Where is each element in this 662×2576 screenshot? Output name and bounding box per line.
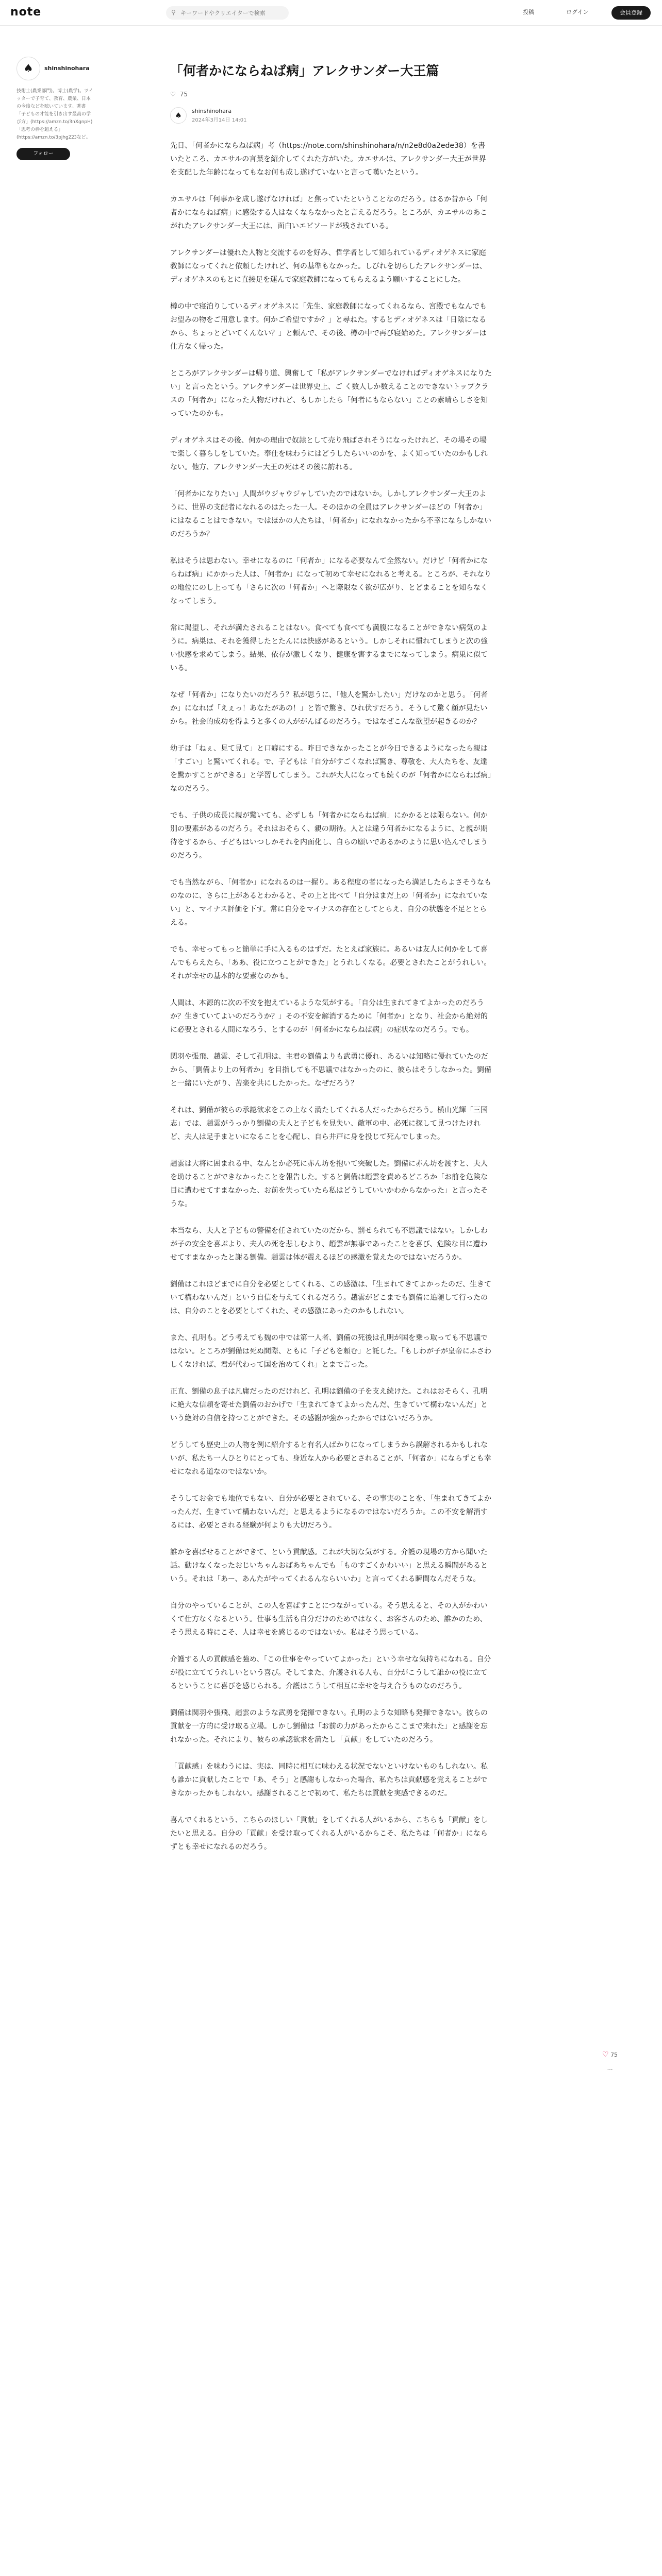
signup-button[interactable]: 会員登録	[611, 6, 651, 20]
article-paragraph: 喜んでくれるという、こちらのほしい「貢献」をしてくれる人がいるから、こちらも「貢献」をしたいと思える。自分の「貢献」を受け取ってくれる人がいるからこそ、私たちは「何者か」にならずとも幸せになれるのだろう。	[170, 1816, 488, 1851]
avatar[interactable]: ♠	[16, 57, 40, 80]
article-paragraph: 樽の中で寝泊りしているディオゲネスに「先生、家庭教師になってくれるなら、宮殿でもなんでもお望みの物をご用意します。何かご希望ですか？」と尋ねた。するとディオゲネスは「日陰になるから、ちょっとどいてくんない？」と頼んで、その後、樽の中で再び寝始めた。アレクサンダーは仕方なく帰った。	[170, 302, 487, 351]
more-icon[interactable]: ⋯	[607, 2066, 613, 2073]
article-paragraph: 人間は、本源的に次の不安を抱えているような気がする。「自分は生まれてきてよかったのだろうか？生きていてよいのだろうか？」その不安を解消するために「何者か」となり、社会から絶対的に必要とされる人間になろう、とするのが「何者かにならねば病」の症状なのだろう。でも。	[170, 999, 488, 1034]
creator-bio: 技術士(農業部門)。博士(農学)。ツイッターで子育て、教育、農業、日本の今後などを呟いています。著書「子どもの才能を引き出す最高の学び方」(https://amzn.to/3nXgnpH)「思考の枠を超える」(https://amzn.to/3pjhgZZ)など。	[16, 89, 93, 140]
site-header	[0, 0, 662, 26]
creator-name[interactable]: shinshinohara	[44, 65, 90, 72]
article-paragraph: ディオゲネスはその後、何かの理由で奴隷として売り飛ばされそうになったけれど、その場その場で楽しく暮らしをしていた。奉仕を味わうにはどうしたらいいのかを、よく知っていたのかもしれない。他方、アレクサンダー大王の死はその後に訪れる。	[170, 436, 488, 471]
article-paragraph: 「何者かになりたい」人間がウジャウジャしていたのではないか。しかしアレクサンダー大王のように、世界の支配者になれるのはたった一人。そのほかの全員はアレクサンダーほどの「何者か」にはなることはできない。ではほかの人たちは、「何者か」になれなかったから不幸にならしかないのだろうか？	[170, 490, 491, 538]
like-row	[170, 91, 492, 98]
article-paragraph: そうしてお金でも地位でもない、自分が必要とされている、その事実のことを、「生まれてきてよかったんだ、生きていて構わないんだ」と思えるようになるのではないだろうか。この不安を解消するには、必要とされる経験が何よりも大切だろう。	[170, 1495, 491, 1530]
article-paragraph: カエサルは「何事かを成し遂げなければ」と焦っていたということなのだろう。はるか昔から「何者かにならねば病」に感染する人はなくならなかったと言えるだろう。ところが、カエサルのあこがれたアレクサンダー大王には、面白いエピソードが残されている。	[170, 195, 488, 230]
search-input[interactable]	[180, 6, 284, 20]
article-paragraph: 常に渇望し、それが満たされることはない。食べても食べても満腹になることができない病気のように。病巣は、それを獲得したとたんには快感があるという。しかしそれに慣れてしまうと次の強い快感を求めてしまう。結果、依存が激しくなり、健康を害するまでになってしまう。病巣に似ている。	[170, 624, 488, 672]
floating-like-count: 75	[610, 2052, 618, 2058]
post-button[interactable]: 投稿	[523, 9, 534, 15]
article-paragraph: でも当然ながら、「何者か」になれるのは一握り。ある程度の者になったら満足したらよさそうなものなのに、さらに上があるとわかると、その上と比べて「自分はまだ上の「何者か」になれていない」と、マイナス評価を下す。常に自分をマイナスの存在としてとらえ、自分の状態を不足ととらえる。	[170, 878, 491, 927]
article-paragraph: どうしても歴史上の人物を例に紹介すると有名人ばかりになってしまうから誤解されるかもしれないが、私たち一人ひとりにとっても、身近な人から必要とされることが、「何者か」にならずとも幸せになれる道なのではないか。	[170, 1441, 491, 1476]
article-paragraph: また、孔明も。どう考えても魏の中では第一人者、劉備の死後は孔明が国を乗っ取っても不思議ではない。ところが劉備は死ぬ間際、ともに「子どもを頼む」と託した。「もしわが子が皇帝にふさわしくなければ、君が代わって国を治めてくれ」とまで言った。	[170, 1334, 491, 1369]
floating-like[interactable]	[602, 2050, 618, 2059]
follow-button[interactable]: フォロー	[16, 148, 70, 160]
article	[170, 61, 492, 1867]
article-paragraph: 劉備はこれほどまでに自分を必要としてくれる、この感激は、「生まれてきてよかったのだ、生きていて構わないんだ」という自信を与えてくれるだろう。趙雲がどこまでも劉備に追随して行ったのは、自分のことを必要としてくれた、その感激にあったのかもしれない。	[170, 1280, 491, 1315]
article-paragraph: 正直、劉備の息子は凡庸だったのだけれど、孔明は劉備の子を支え続けた。これはおそらく、孔明に絶大な信頼を寄せた劉備のおかげで「生まれてきてよかったんだ、生きていて構わないんだ」という絶対の自信を持つことができた。その感謝が強かったからではないだろうか。	[170, 1387, 488, 1422]
heart-icon[interactable]: ♡	[170, 91, 176, 98]
article-paragraph: なぜ「何者か」になりたいのだろう？私が思うに、「他人を驚かしたい」だけなのかと思う。「何者か」になれば「えぇっ！あなたがあの！」と皆で驚き、ひれ伏すだろう。そうして驚く顔が見たいから。社会的成功を得ようと多くの人ががんばるのだろう。ではなぜこんな欲望が起きるのか？	[170, 691, 488, 726]
article-paragraph: 劉備は関羽や張飛、趙雲のような武勇を発揮できない。孔明のような知略も発揮できない。彼らの貢献を一方的に受け取る立場。しかし劉備は「お前の力があったからここまで来れた」と感謝を忘れなかった。それにより、彼らの承認欲求を満たし「貢献」をしていたのだろう。	[170, 1709, 488, 1744]
article-paragraph: 誰かを喜ばせることができて、という貢献感。これが大切な気がする。介護の現場の方から聞いた話。動けなくなったおじいちゃんおばあちゃんでも「ものすごくかわいい」と思える瞬間があるという。それは「あー、あんたがやってくれるんならいいわ」と言ってくれる瞬間なんだそうな。	[170, 1548, 488, 1583]
heart-icon: ♡	[602, 2050, 609, 2059]
article-paragraph: 私はそうは思わない。幸せになるのに「何者か」になる必要なんて全然ない。だけど「何者かにならねば病」にかかった人は、「何者か」になって初めて幸せになれると考える。ところが、それなりの地位にのし上っても「さらに次の「何者か」へと際限なく欲が広がり、とどまることを知らなくなってしまう。	[170, 557, 491, 605]
author-name[interactable]: shinshinohara	[192, 108, 232, 114]
search-box[interactable]	[166, 6, 289, 20]
article-paragraph: 自分のやっていることが、この人を喜ばすことにつながっている。そう思えると、その人がかわいくて仕方なくなるという。仕事も生活も自分だけのためではなく、お客さんのため、誰かのため、そう思える時にこそ、人は幸せを感じるのではないか。私はそう思っている。	[170, 1602, 488, 1637]
article-paragraph: 先日、「何者かにならねば病」考（https://note.com/shinshinohara/n/n2e8d0a2ede38）を書いたところ、カエサルの言葉を紹介してくれた方がいた。カエサルは、アレクサンダー大王が世界を支配した年齢になってもなお何も成し遂げていないと言って嘆いたという。	[170, 142, 486, 177]
note-logo[interactable]: note	[10, 6, 42, 19]
article-title: 「何者かにならねば病」アレクサンダー大王篇	[170, 63, 439, 78]
login-link[interactable]: ログイン	[566, 9, 589, 15]
author-avatar[interactable]: ♠	[170, 107, 187, 124]
article-paragraph: それは、劉備が彼らの承認欲求をこの上なく満たしてくれる人だったからだろう。横山光輝「三国志」では、趙雲がうっかり劉備の夫人と子どもを見失い、敵軍の中、必死に探して見つけたけれど、夫人は足手まといになることを心配し、自ら井戸に身を投じて死んでしまった。	[170, 1106, 488, 1141]
like-count: 75	[179, 91, 188, 98]
article-paragraph: 幼子は「ねぇ、見て見て」と口癖にする。昨日できなかったことが今日できるようになったら親は「すごい」と驚いてくれる。で、子どもは「自分がすごくなれば驚き、尊敬を、大人たちを、友達を驚かすことができる」と学習してしまう。これが大人になっても続くのが「何者かにならねば病」なのだろう。	[170, 744, 491, 793]
article-paragraph: 本当なら、夫人と子どもの警備を任されていたのだから、罰せられても不思議ではない。しかしわが子の安全を喜ぶより、夫人の死を悲しむより、趙雲が無事であったことを喜び、危険な目に遭わせてすまなかったと謝る劉備。趙雲は体が震えるほどの感激を覚えたのではないだろうか。	[170, 1227, 488, 1262]
article-paragraph: 関羽や張飛、趙雲、そして孔明は、主君の劉備よりも武勇に優れ、あるいは知略に優れていたのだから、「劉備より上の何者か」を目指しても不思議ではなかったのに、彼らはそうしなかった。劉備と一緒にいたがり、苦楽を共にしたかった。なぜだろう？	[170, 1053, 491, 1088]
article-body	[170, 139, 492, 1854]
search-icon: ⚲	[171, 9, 176, 16]
article-paragraph: 「貢献感」を味わうには、実は、同時に相互に味わえる状況でないといけないものもしれない。私も誰かに貢献したことで「あ、そう」と感謝もしなかった場合、私たちは貢献感を覚えることができなかったかもしれない。感謝されることで初めて、私たちは貢献を実感できるのだ。	[170, 1762, 488, 1798]
article-paragraph: でも、幸せってもっと簡単に手に入るものはずだ。たとえば家族に。あるいは友人に何かをして喜んでもらえたら、「ああ、役に立つことができた」とうれしくなる。必要とされたことがうれしい。それが幸せの基本的な要素なのかも。	[170, 945, 491, 980]
article-paragraph: ところがアレクサンダーは帰り道、興奮して「私がアレクサンダーでなければディオゲネスになりたい」と言ったという。アレクサンダーは世界史上、ご く数人しか数えることのできないトップクラスの「何者か」になった人物だけれど、もしかしたら「何者にもならない」ことの素晴らしさを知っていたのかも。	[170, 369, 492, 418]
floating-actions	[602, 2050, 618, 2073]
article-paragraph: 介護する人の貢献感を強め、「この仕事をやっていてよかった」という幸せな気持ちになれる。自分が役に立ててうれしいという喜び。そしてまた、介護される人も、自分がこうして誰かの役に立てるということに喜びを感じられる。介護はこうして相互に幸せを与え合うものなのだろう。	[170, 1655, 491, 1690]
article-paragraph: でも、子供の成長に親が驚いても、必ずしも「何者かにならねば病」にかかるとは限らない。何か別の要素があるのだろう。それはおそらく、親の期待。人とは違う何者かになるように、と親が期待をするから、子どもはいつしかそれを内面化し、自らの願いであるかのように思い込んでしまうのだろう。	[170, 811, 488, 860]
creator-sidebar	[16, 57, 94, 160]
article-paragraph: アレクサンダーは優れた人物と交流するのを好み、哲学者として知られているディオゲネスに家庭教師になってくれと依頼したけれど、何の基準もなかった。しびれを切らしたアレクサンダーは、ディオゲネスのもとに直接足を運んで家庭教師になってもらえるよう願いすることにした。	[170, 249, 487, 284]
author-row	[170, 107, 492, 124]
article-paragraph: 趙雲は大将に囲まれる中、なんとか必死に赤ん坊を抱いて突破した。劉備に赤ん坊を渡すと、夫人を助けることができなかったことを報告した。すると劉備は趙雲を責めるどころか「お前を危険な目に遭わせてすまなかった、お前を失っていたら私はどうしていいかわからなかった」と言ったそうな。	[170, 1160, 488, 1208]
publish-date: 2024年3月14日 14:01	[192, 117, 247, 123]
